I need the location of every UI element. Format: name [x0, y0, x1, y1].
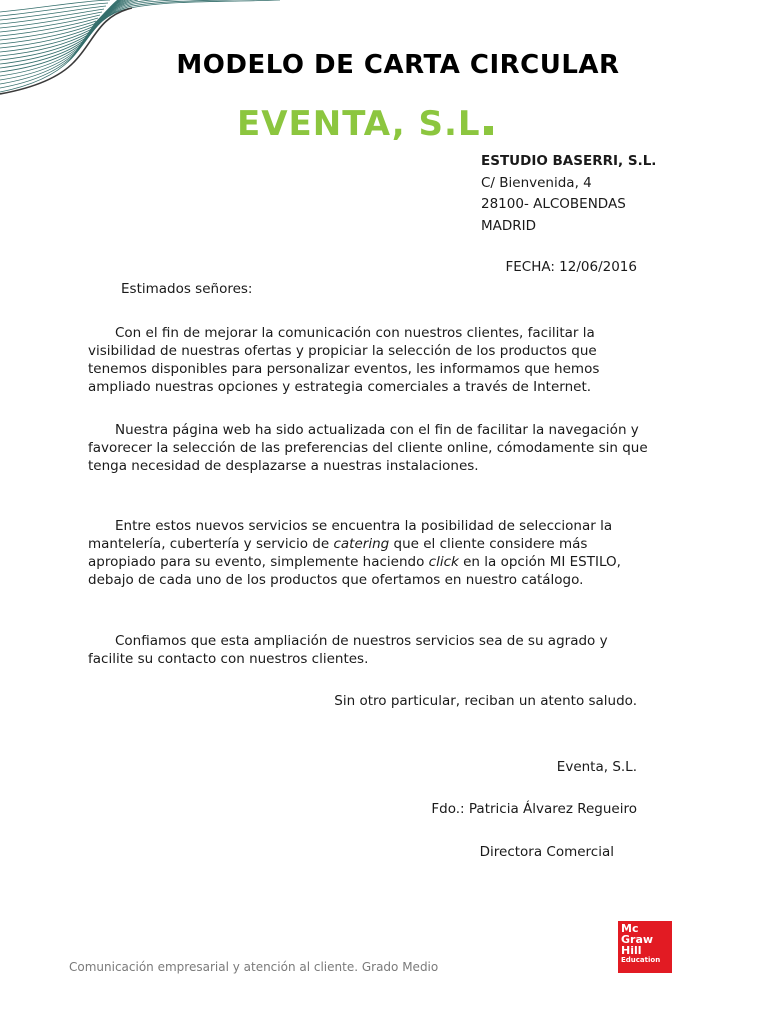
- paragraph-3-text-a: Entre estos nuevos servicios se encuentra la posibilidad de seleccionar la mantelería, cubertería y servicio de: [88, 518, 613, 552]
- recipient-postal-city: 28100- ALCOBENDAS: [481, 196, 626, 212]
- greeting: Estimados señores:: [121, 281, 253, 297]
- paragraph-3-text-b: que el cliente considere más apropiado para su evento, simplemente haciendo: [88, 536, 588, 570]
- signature-name: Fdo.: Patricia Álvarez Regueiro: [431, 801, 637, 817]
- recipient-province: MADRID: [481, 217, 537, 234]
- company-header-dot: [484, 126, 493, 135]
- closing-line: Sin otro particular, reciban un atento saludo.: [334, 693, 637, 709]
- logo-line-1: Mc: [621, 922, 639, 935]
- signature-role: Directora Comercial: [479, 844, 614, 860]
- logo-line-3: Hill: [621, 944, 642, 957]
- catering-emphasis: catering: [333, 536, 390, 552]
- recipient-street: C/ Bienvenida, 4: [481, 174, 592, 191]
- footer-text: Comunicación empresarial y atención al cliente. Grado Medio: [69, 960, 439, 974]
- recipient-name: ESTUDIO BASERRI, S.L.: [481, 153, 657, 169]
- body-paragraph-4: Confiamos que esta ampliación de nuestros servicios sea de su agrado y facilite su contacto con nuestros clientes.: [88, 633, 608, 667]
- paragraph-3-text-c: en la opción MI ESTILO, debajo de cada uno de los productos que ofertamos en nuestro catálogo.: [88, 554, 621, 588]
- publisher-logo: [618, 921, 672, 973]
- click-emphasis: click: [428, 554, 459, 570]
- logo-line-2: Graw: [621, 933, 654, 946]
- body-paragraph-1: Con el fin de mejorar la comunicación con nuestros clientes, facilitar la visibilidad de nuestras ofertas y propiciar la selección de los productos que tenemos disponibles para personalizar eventos, les informamos que hemos ampliado nuestras opciones y estrategia comerciales a través de Internet.: [88, 325, 600, 395]
- document-title: MODELO DE CARTA CIRCULAR: [176, 50, 620, 80]
- body-paragraph-3: [88, 517, 648, 589]
- company-header: [237, 104, 493, 144]
- body-paragraph-2: Nuestra página web ha sido actualizada con el fin de facilitar la navegación y favorecer la selección de las preferencias del cliente online, cómodamente sin que tenga necesidad de desplazarse a nuestras instalaciones.: [88, 422, 648, 474]
- company-header-text: EVENTA, S.L: [237, 104, 481, 144]
- signature-company: Eventa, S.L.: [556, 759, 637, 775]
- logo-line-4: Education: [621, 956, 661, 964]
- letter-date: FECHA: 12/06/2016: [505, 259, 637, 275]
- recipient-address: [481, 151, 656, 237]
